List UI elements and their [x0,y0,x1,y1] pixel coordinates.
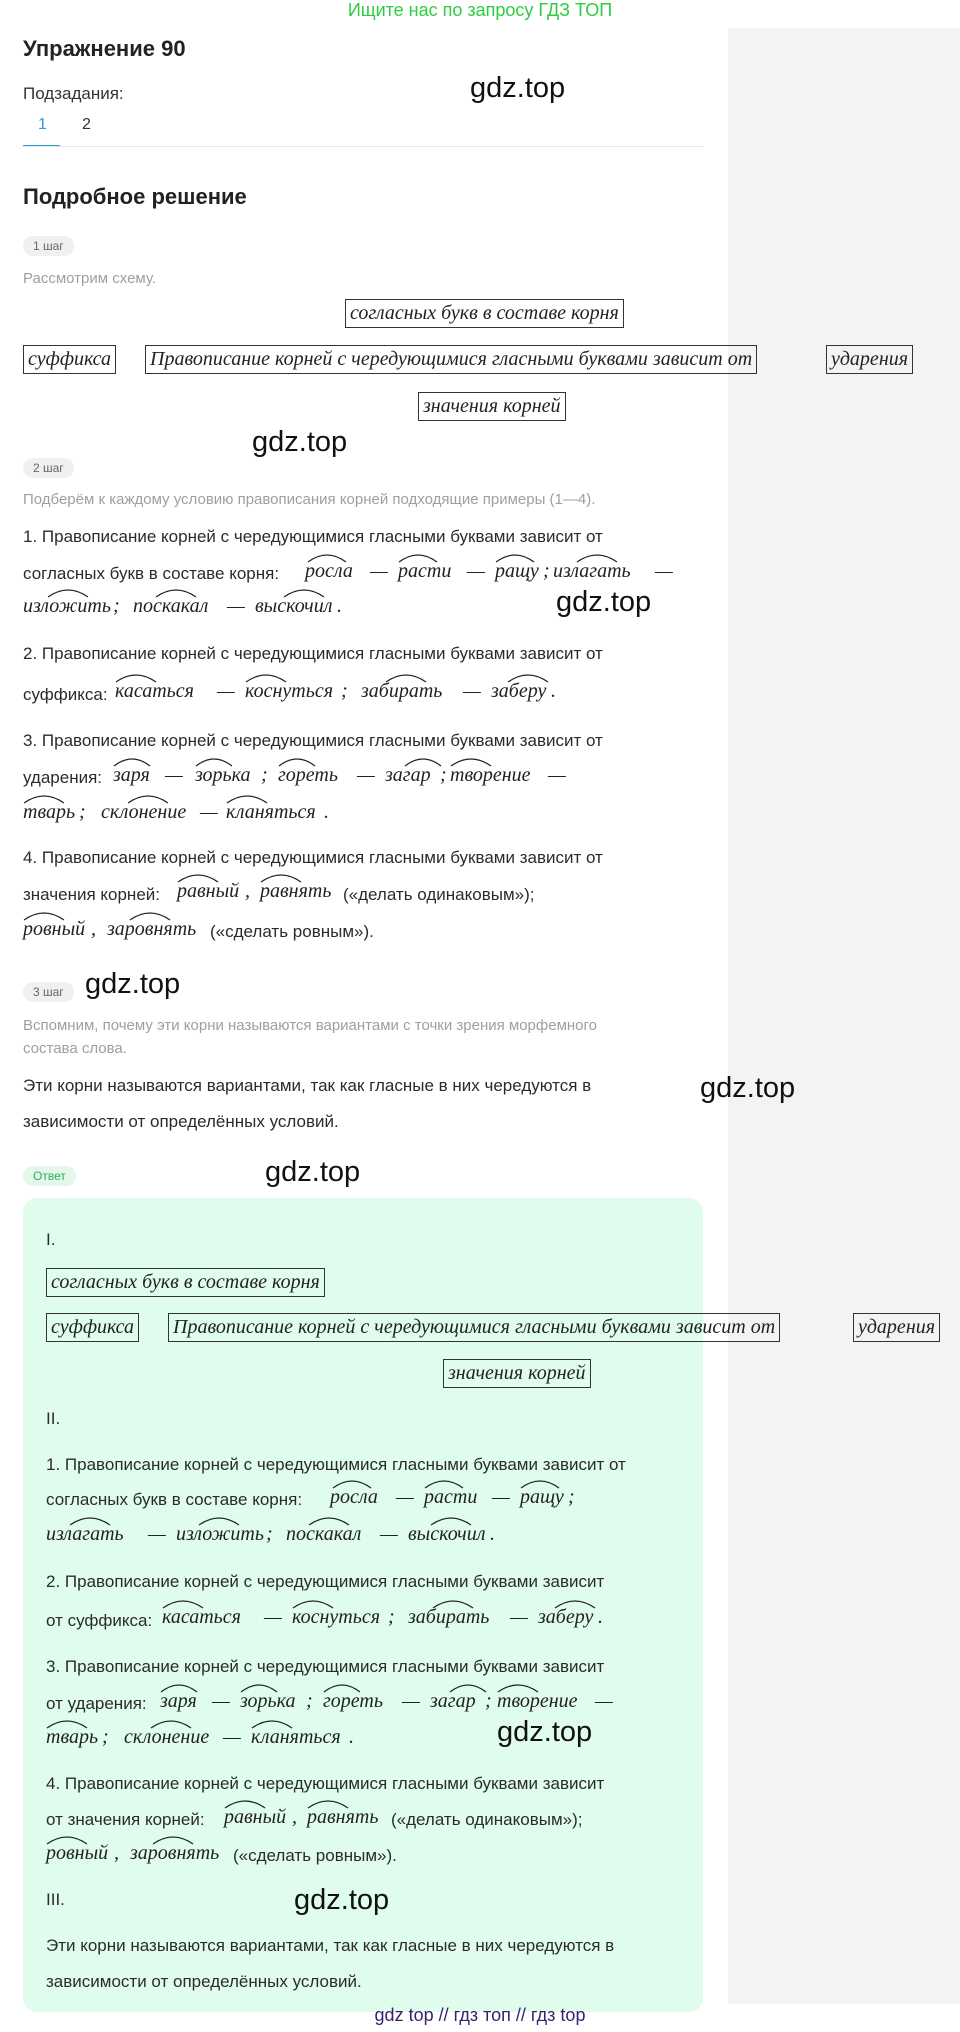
example-word: кланяться [226,801,316,823]
dash: — [595,1690,613,1712]
footer-links[interactable]: gdz top // гдз топ // гдз top [374,2005,586,2025]
root-arc [252,1721,292,1728]
root-arc [227,796,267,803]
semicolon: ; [102,1726,109,1748]
root-arc [451,759,491,766]
example-word: тварь [23,801,76,823]
scheme-bottom: значения корней [443,1359,591,1388]
example-word: гореть [278,764,338,786]
root-arc [496,555,534,562]
item-prefix: от суффикса: [46,1611,153,1630]
example-word: загар [385,764,431,786]
period: . [349,1726,354,1748]
example-word: касаться [162,1606,241,1628]
semicolon: ; [113,595,120,617]
example-word: кланяться [251,1726,341,1748]
dash: — [148,1523,166,1545]
root-arc [508,675,548,682]
semicolon: ; [79,801,86,823]
meaning-note: («делать одинаковым»); [391,1810,583,1829]
scheme-right: ударения [826,345,913,374]
conclusion-text: Эти корни называются вариантами, так как гласные в них чередуются в [46,1936,615,1955]
tab-subtask-1[interactable]: 1 [38,116,47,133]
conclusion-text: зависимости от определённых условий. [46,1972,362,1991]
example-word: росла [330,1486,378,1508]
example-word: ровный [46,1842,109,1864]
dash: — [264,1606,282,1628]
root-arc [196,759,232,766]
root-arc [450,1685,486,1692]
item-text: 3. Правописание корней с чередующимися гласными буквами зависит [46,1657,605,1676]
dash: — [548,764,566,786]
dash: — [227,595,245,617]
item-text: 4. Правописание корней с чередующимися гласными буквами зависит от [23,848,603,867]
example-word: расти [424,1486,478,1508]
roman-numeral: III. [46,1890,65,1909]
root-arc [498,1685,538,1692]
watermark: gdz.top [497,1716,593,1748]
root-arc [128,796,168,803]
scheme-left: суффикса [46,1313,139,1342]
example-word: выскочил [408,1523,486,1545]
item-prefix: согласных букв в составе корня: [23,564,280,583]
root-arc [116,675,156,682]
semicolon: ; [266,1523,273,1545]
item-text: 4. Правописание корней с чередующимися гласными буквами зависит [46,1774,605,1793]
step-badge: 2 шаг [23,458,74,478]
example-word: поскакал [286,1523,362,1545]
example-word: изложить [176,1523,264,1545]
semicolon: ; [388,1606,395,1628]
example-word: равнять [307,1806,379,1828]
root-arc [130,913,170,920]
scheme-center: Правописание корней с чередующимися гласными буквами зависит от [168,1313,780,1342]
root-arc [156,590,196,597]
example-word: заберу [491,680,547,702]
step-badge: 3 шаг [23,982,74,1002]
example-word: зорька [195,764,251,786]
step-badge: 1 шаг [23,236,74,256]
step-hint: Подберём к каждому условию правописания корней подходящие примеры (1—4). [23,491,596,508]
root-arc [48,590,88,597]
example-word: изложить [23,595,111,617]
example-word: забирать [408,1606,490,1628]
dash: — [510,1606,528,1628]
root-arc [24,913,64,920]
example-word: расти [398,560,452,582]
roman-numeral: I. [46,1230,56,1249]
root-arc [399,555,437,562]
example-word: творение [497,1690,578,1712]
watermark: gdz.top [252,426,348,458]
example-word: заровнять [130,1842,220,1864]
item-prefix: согласных букв в составе корня: [46,1490,303,1509]
root-arc [577,555,617,562]
root-arc [279,759,315,766]
item-prefix: значения корней: [23,885,160,904]
semicolon: ; [306,1690,313,1712]
item-text: 1. Правописание корней с чередующимися гласными буквами зависит от [23,527,603,546]
example-word: склонение [124,1726,210,1748]
root-arc [24,796,64,803]
root-arc [324,1685,360,1692]
example-word: равный [177,880,240,902]
meaning-note: («делать одинаковым»); [343,885,535,904]
top-banner[interactable]: Ищите нас по запросу ГДЗ ТОП [347,0,613,20]
root-arc [70,1518,110,1525]
example-word: загар [430,1690,476,1712]
example-word: ращу [520,1486,564,1508]
root-arc [308,1801,348,1808]
watermark: gdz.top [85,968,181,1000]
conclusion-text: Эти корни называются вариантами, так как гласные в них чередуются в [23,1076,592,1095]
item-text: 3. Правописание корней с чередующимися гласными буквами зависит от [23,731,603,750]
example-word: равнять [260,880,332,902]
dash: — [200,801,218,823]
example-word: заберу [538,1606,594,1628]
dash: — [467,560,485,582]
item-text: 2. Правописание корней с чередующимися гласными буквами зависит [46,1572,605,1591]
root-arc [161,1685,197,1692]
example-word: творение [450,764,531,786]
example-word: коснуться [292,1606,380,1628]
example-word: заря [160,1690,197,1712]
root-arc [405,759,441,766]
root-arc [114,759,150,766]
dash: — [655,560,673,582]
scheme-center: Правописание корней с чередующимися гласными буквами зависит от [145,345,757,374]
dash: — [492,1486,510,1508]
root-arc [241,1685,277,1692]
watermark: gdz.top [265,1156,361,1188]
example-word: равный [224,1806,287,1828]
root-arc [433,1601,473,1608]
root-arc [246,675,286,682]
root-arc [151,1721,191,1728]
example-word: зорька [240,1690,296,1712]
root-arc [555,1601,595,1608]
comma: , [245,880,250,902]
subtasks-label: Подзадания: [23,84,124,103]
roman-numeral: II. [46,1409,61,1428]
example-word: гореть [323,1690,383,1712]
root-arc [293,1601,333,1608]
watermark: gdz.top [470,72,566,104]
semicolon: ; [261,764,268,786]
example-word: излагать [553,560,631,582]
period: . [324,801,329,823]
example-word: поскакал [133,595,209,617]
root-arc [521,1481,559,1488]
semicolon: ; [543,560,550,582]
dash: — [463,680,481,702]
dash: — [217,680,235,702]
example-word: выскочил [255,595,333,617]
tab-subtask-2[interactable]: 2 [82,116,91,133]
root-arc [178,875,218,882]
period: . [490,1523,495,1545]
example-word: росла [305,560,353,582]
step-hint: Вспомним, почему эти корни называются вариантами с точки зрения морфемного [23,1017,598,1034]
scheme-bottom: значения корней [418,392,566,421]
scheme-top: согласных букв в составе корня [345,299,624,328]
example-word: склонение [101,801,187,823]
scheme-right: ударения [853,1313,940,1342]
period: . [598,1606,603,1628]
example-word: излагать [46,1523,124,1545]
watermark: gdz.top [700,1072,796,1104]
page-title: Упражнение 90 [23,36,186,61]
root-arc [386,675,426,682]
example-word: тварь [46,1726,99,1748]
section-title: Подробное решение [23,184,247,209]
dash: — [212,1690,230,1712]
root-arc [309,1518,349,1525]
period: . [337,595,342,617]
dash: — [396,1486,414,1508]
step-hint: состава слова. [23,1040,127,1057]
item-prefix: суффикса: [23,685,108,704]
example-word: заровнять [107,918,197,940]
item-prefix: от ударения: [46,1694,147,1713]
root-arc [47,1721,87,1728]
example-word: касаться [115,680,194,702]
period: . [551,680,556,702]
dash: — [402,1690,420,1712]
example-word: ращу [495,560,539,582]
meaning-note: («сделать ровным»). [210,922,374,941]
semicolon: ; [341,680,348,702]
root-arc [225,1801,265,1808]
dash: — [165,764,183,786]
root-arc [47,1837,87,1844]
meaning-note: («сделать ровным»). [233,1846,397,1865]
example-word: ровный [23,918,86,940]
dash: — [223,1726,241,1748]
root-arc [425,1481,463,1488]
root-arc [163,1601,203,1608]
step-hint: Рассмотрим схему. [23,270,157,287]
root-arc [199,1518,239,1525]
root-arc [431,1518,471,1525]
dash: — [370,560,388,582]
answer-badge: Ответ [23,1166,76,1186]
conclusion-text: зависимости от определённых условий. [23,1112,339,1131]
root-arc [333,1481,371,1488]
root-arc [308,555,346,562]
semicolon: ; [568,1486,575,1508]
semicolon: ; [485,1690,492,1712]
watermark: gdz.top [556,586,652,618]
item-text: 1. Правописание корней с чередующимися гласными буквами зависит от [46,1455,626,1474]
comma: , [292,1806,297,1828]
root-arc [261,875,301,882]
watermark: gdz.top [294,1884,390,1916]
root-arc [153,1837,193,1844]
comma: , [114,1842,119,1864]
item-prefix: от значения корней: [46,1810,205,1829]
example-word: коснуться [245,680,333,702]
comma: , [91,918,96,940]
dash: — [380,1523,398,1545]
item-prefix: ударения: [23,768,103,787]
example-word: забирать [361,680,443,702]
item-text: 2. Правописание корней с чередующимися гласными буквами зависит от [23,644,603,663]
dash: — [357,764,375,786]
example-word: заря [113,764,150,786]
semicolon: ; [440,764,447,786]
scheme-top: согласных букв в составе корня [46,1268,325,1297]
root-arc [284,590,324,597]
scheme-left: суффикса [23,345,116,374]
